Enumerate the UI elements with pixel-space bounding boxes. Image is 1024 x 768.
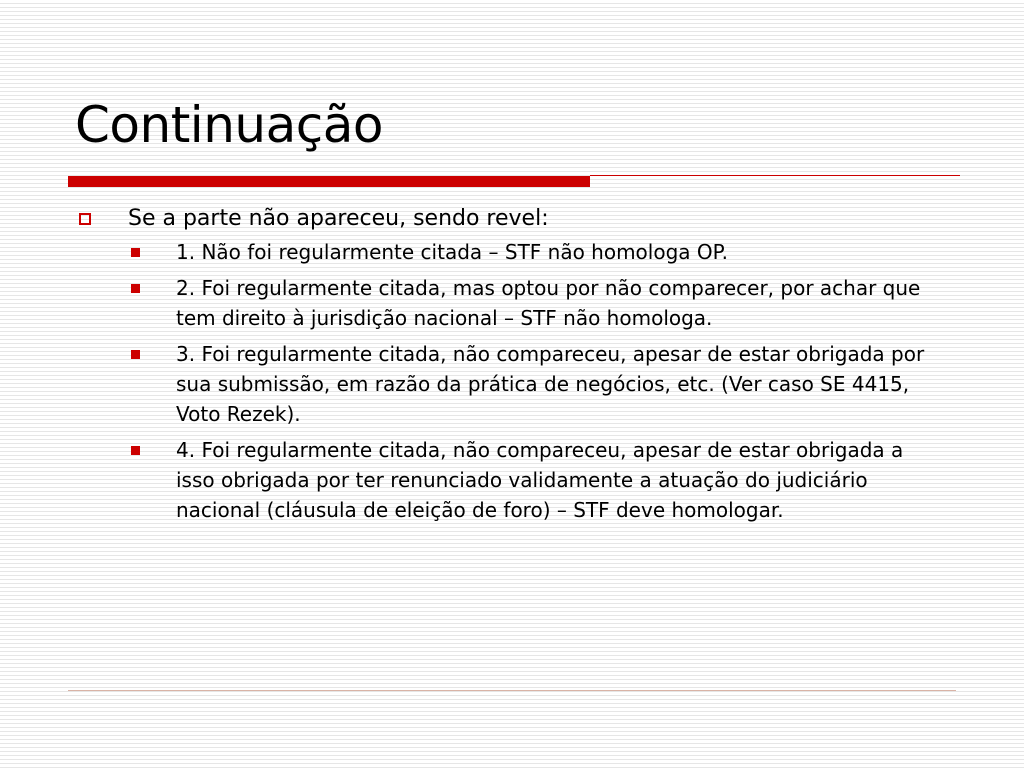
bullet-text: Se a parte não apareceu, sendo revel: (128, 206, 549, 231)
hollow-square-bullet-icon (79, 213, 91, 225)
filled-square-bullet-icon (131, 248, 140, 257)
title-underline-thin (590, 175, 960, 176)
bullet-list (78, 203, 958, 531)
filled-square-bullet-icon (131, 446, 140, 455)
sub-bullet-item (128, 273, 946, 333)
sub-bullet-list (128, 237, 958, 525)
sub-bullet-text: 1. Não foi regularmente citada – STF não homologa OP. (176, 240, 728, 264)
title-underline-bar (68, 176, 590, 187)
slide-title: Continuação (75, 96, 383, 154)
bullet-item (78, 203, 958, 525)
sub-bullet-text: 2. Foi regularmente citada, mas optou por não comparecer, por achar que tem direito à jurisdição nacional – STF não homologa. (176, 276, 921, 330)
sub-bullet-item (128, 237, 946, 267)
sub-bullet-item (128, 435, 946, 525)
sub-bullet-text: 4. Foi regularmente citada, não compareceu, apesar de estar obrigada a isso obrigada por ter renunciado validamente a atuação do judiciário nacional (cláusula de eleição de foro) – STF deve homologar. (176, 438, 904, 522)
sub-bullet-text: 3. Foi regularmente citada, não compareceu, apesar de estar obrigada por sua submissão, em razão da prática de negócios, etc. (Ver caso SE 4415, Voto Rezek). (176, 342, 925, 426)
footer-divider (68, 690, 956, 691)
filled-square-bullet-icon (131, 284, 140, 293)
filled-square-bullet-icon (131, 350, 140, 359)
sub-bullet-item (128, 339, 946, 429)
